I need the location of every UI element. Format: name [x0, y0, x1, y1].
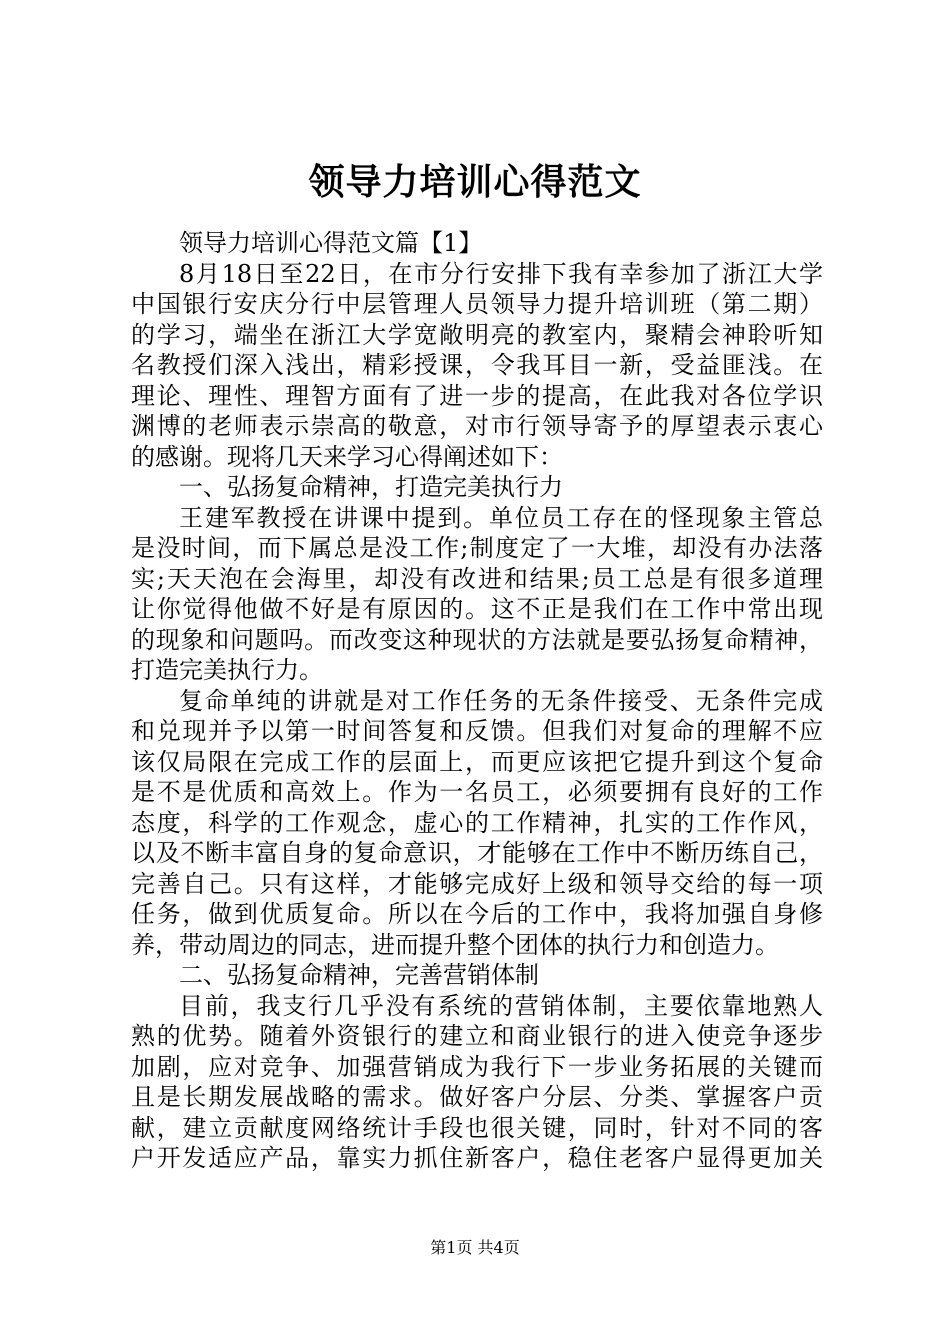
text-line: 8月18日至22日，在市分行安排下我有幸参加了浙江大学	[179, 259, 823, 288]
text-line: 加剧，应对竞争、加强营销成为我行下一步业务拓展的关键而	[131, 1052, 823, 1081]
text-line: 是不是优质和高效上。作为一名员工，必须要拥有良好的工作	[131, 778, 823, 806]
text-line: 该仅局限在完成工作的层面上，而更应该把它提升到这个复命	[131, 747, 823, 776]
text-line: 名教授们深入浅出，精彩授课，令我耳目一新，受益匪浅。在	[131, 351, 823, 379]
text-line: 实;天天泡在会海里，却没有改进和结果;员工总是有很多道理	[131, 564, 823, 593]
text-line: 献，建立贡献度网络统计手段也很关键，同时，针对不同的客	[131, 1113, 823, 1142]
text-line: 态度，科学的工作观念，虚心的工作精神，扎实的工作作风，	[131, 808, 823, 837]
text-line: 理论、理性、理智方面有了进一步的提高，在此我对各位学识	[131, 381, 823, 410]
document-title: 领导力培训心得范文	[308, 161, 642, 203]
text-line: 的学习，端坐在浙江大学宽敞明亮的教室内，聚精会神聆听知	[131, 320, 823, 349]
text-line: 二、弘扬复命精神，完善营销体制	[179, 961, 539, 989]
text-line: 一、弘扬复命精神，打造完美执行力	[179, 473, 563, 501]
text-line: 以及不断丰富自身的复命意识，才能够在工作中不断历练自己，	[131, 839, 823, 867]
document-body	[131, 228, 823, 1174]
text-line: 王建军教授在讲课中提到。单位员工存在的怪现象主管总	[179, 503, 823, 532]
page-footer: 第1页 共4页	[430, 1238, 520, 1257]
text-line: 复命单纯的讲就是对工作任务的无条件接受、无条件完成	[179, 686, 823, 715]
text-line: 目前，我支行几乎没有系统的营销体制，主要依靠地熟人	[179, 991, 823, 1020]
text-line: 领导力培训心得范文篇【1】	[179, 229, 483, 257]
text-line: 户开发适应产品，靠实力抓住新客户，稳住老客户显得更加关	[131, 1144, 823, 1172]
text-line: 打造完美执行力。	[131, 656, 323, 684]
text-line: 让你觉得他做不好是有原因的。这不正是我们在工作中常出现	[131, 595, 823, 623]
text-line: 的现象和问题吗。而改变这种现状的方法就是要弘扬复命精神，	[131, 625, 823, 654]
text-line: 熟的优势。随着外资银行的建立和商业银行的进入使竞争逐步	[131, 1022, 823, 1050]
text-line: 是没时间，而下属总是没工作;制度定了一大堆，却没有办法落	[131, 534, 823, 562]
text-line: 的感谢。现将几天来学习心得阐述如下：	[131, 442, 563, 471]
text-line: 和兑现并予以第一时间答复和反馈。但我们对复命的理解不应	[131, 717, 823, 745]
text-line: 渊博的老师表示崇高的敬意，对市行领导寄予的厚望表示衷心	[131, 412, 823, 440]
text-line: 完善自己。只有这样，才能够完成好上级和领导交给的每一项	[131, 869, 823, 898]
text-line: 且是长期发展战略的需求。做好客户分层、分类、掌握客户贡	[131, 1083, 823, 1111]
text-line: 中国银行安庆分行中层管理人员领导力提升培训班（第二期）	[131, 290, 823, 318]
text-line: 任务，做到优质复命。所以在今后的工作中，我将加强自身修	[131, 900, 823, 928]
text-line: 养，带动周边的同志，进而提升整个团体的执行力和创造力。	[131, 930, 779, 959]
